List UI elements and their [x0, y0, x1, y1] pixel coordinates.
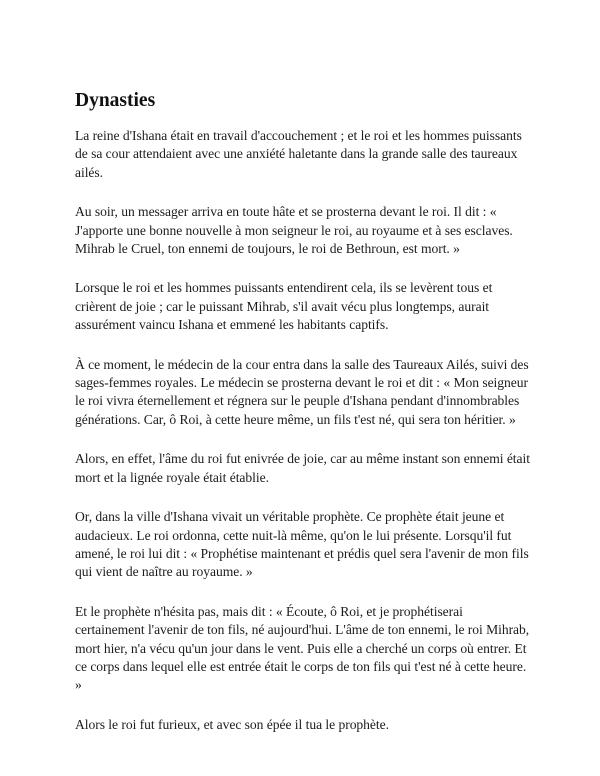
- paragraph-7: Et le prophète n'hésita pas, mais dit : « Écoute, ô Roi, et je prophétiserai certainement l'avenir de ton fils, né aujourd'hui. L'âme de ton ennemi, le roi Mihrab, mort hier, n'a vécu qu'un jour dans le vent. Puis elle a cherché un corps où entrer. Et ce corps dans lequel elle est entrée était le corps de ton fils qui t'est né à cette heure. »: [75, 603, 530, 693]
- paragraph-3: Lorsque le roi et les hommes puissants entendirent cela, ils se levèrent tous et crièrent de joie ; car le puissant Mihrab, s'il avait vécu plus longtemps, aurait assurément vaincu Ishana et emmené les habitants captifs.: [75, 280, 493, 333]
- paragraph-5: Alors, en effet, l'âme du roi fut enivrée de joie, car au même instant son ennemi était mort et la lignée royale était établie.: [75, 451, 530, 485]
- paragraph-1: La reine d'Ishana était en travail d'accouchement ; et le roi et les hommes puissants de sa cour attendaient avec une anxiété haletante dans la grande salle des taureaux ailés.: [75, 128, 522, 180]
- paragraph-2: Au soir, un messager arriva en toute hâte et se prosterna devant le roi. Il dit : « J'apporte une bonne nouvelle à mon seigneur le roi, au royaume et à ses esclaves. Mihrab le Cruel, ton ennemi de toujours, le roi de Bethroun, est mort. »: [75, 204, 513, 257]
- paragraph-8: Alors le roi fut furieux, et avec son épée il tua le prophète.: [75, 716, 389, 732]
- document-body: [75, 127, 535, 734]
- paragraph-6: Or, dans la ville d'Ishana vivait un véritable prophète. Ce prophète était jeune et audacieux. Le roi ordonna, cette nuit-là même, qu'on le lui présente. Lorsqu'il fut amené, le roi lui dit : « Prophétise maintenant et prédis quel sera l'avenir de mon fils qui vient de naître au royaume. »: [75, 509, 529, 580]
- paragraph-4: À ce moment, le médecin de la cour entra dans la salle des Taureaux Ailés, suivi des sages-femmes royales. Le médecin se prosterna devant le roi et dit : « Mon seigneur le roi vivra éternellement et régnera sur le peuple d'Ishana pendant d'innombrables générations. Car, ô Roi, à cette heure même, un fils t'est né, qui sera ton héritier. »: [75, 356, 529, 427]
- document-title: Dynasties: [75, 90, 156, 111]
